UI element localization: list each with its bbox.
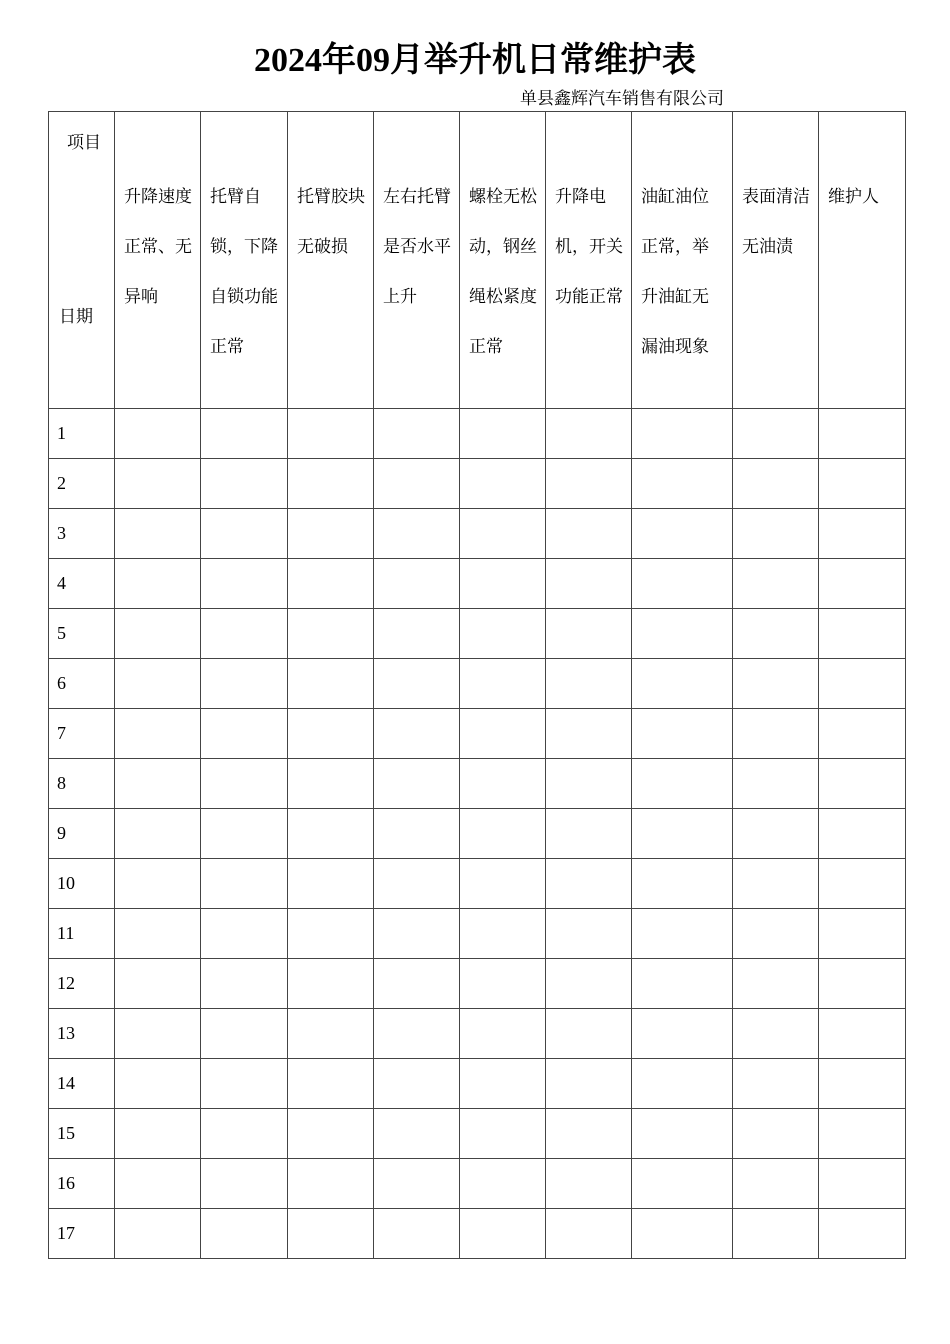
check-cell[interactable] xyxy=(460,1159,546,1209)
day-number: 3 xyxy=(49,509,115,559)
check-cell[interactable] xyxy=(201,609,288,659)
check-cell[interactable] xyxy=(733,759,819,809)
check-cell[interactable] xyxy=(374,959,460,1009)
check-cell[interactable] xyxy=(288,759,374,809)
table-row xyxy=(49,1159,906,1209)
check-cell[interactable] xyxy=(460,1109,546,1159)
check-cell[interactable] xyxy=(288,509,374,559)
check-cell[interactable] xyxy=(632,1059,733,1109)
check-cell[interactable] xyxy=(115,959,201,1009)
check-cell[interactable] xyxy=(546,909,632,959)
check-cell[interactable] xyxy=(632,709,733,759)
check-cell[interactable] xyxy=(115,859,201,909)
day-number: 5 xyxy=(49,609,115,659)
maintenance-table xyxy=(48,111,906,1259)
check-cell[interactable] xyxy=(288,909,374,959)
check-cell[interactable] xyxy=(632,659,733,709)
check-cell[interactable] xyxy=(460,1209,546,1259)
table-row xyxy=(49,909,906,959)
column-header: 左右托臂是否水平上升 xyxy=(374,112,460,409)
check-cell[interactable] xyxy=(115,1109,201,1159)
check-cell[interactable] xyxy=(460,909,546,959)
check-cell[interactable] xyxy=(460,559,546,609)
day-number: 1 xyxy=(49,409,115,459)
table-row xyxy=(49,1009,906,1059)
check-cell[interactable] xyxy=(288,1059,374,1109)
check-cell[interactable] xyxy=(546,1109,632,1159)
check-cell[interactable] xyxy=(460,1059,546,1109)
check-cell[interactable] xyxy=(546,959,632,1009)
check-cell[interactable] xyxy=(201,509,288,559)
check-cell[interactable] xyxy=(115,1209,201,1259)
check-cell[interactable] xyxy=(374,509,460,559)
check-cell[interactable] xyxy=(201,1159,288,1209)
check-cell[interactable] xyxy=(546,809,632,859)
check-cell[interactable] xyxy=(819,1209,906,1259)
check-cell[interactable] xyxy=(115,809,201,859)
check-cell[interactable] xyxy=(546,859,632,909)
check-cell[interactable] xyxy=(374,709,460,759)
check-cell[interactable] xyxy=(632,859,733,909)
check-cell[interactable] xyxy=(201,1059,288,1109)
check-cell[interactable] xyxy=(733,609,819,659)
check-cell[interactable] xyxy=(460,959,546,1009)
check-cell[interactable] xyxy=(632,1209,733,1259)
check-cell[interactable] xyxy=(374,1209,460,1259)
check-cell[interactable] xyxy=(733,909,819,959)
check-cell[interactable] xyxy=(115,659,201,709)
check-cell[interactable] xyxy=(460,859,546,909)
column-header: 托臂胶块无破损 xyxy=(288,112,374,409)
day-number: 14 xyxy=(49,1059,115,1109)
check-cell[interactable] xyxy=(546,559,632,609)
check-cell[interactable] xyxy=(460,409,546,459)
check-cell[interactable] xyxy=(819,1159,906,1209)
check-cell[interactable] xyxy=(115,509,201,559)
table-row xyxy=(49,559,906,609)
check-cell[interactable] xyxy=(115,1159,201,1209)
check-cell[interactable] xyxy=(374,609,460,659)
check-cell[interactable] xyxy=(546,659,632,709)
check-cell[interactable] xyxy=(201,559,288,609)
check-cell[interactable] xyxy=(115,909,201,959)
check-cell[interactable] xyxy=(115,759,201,809)
check-cell[interactable] xyxy=(288,709,374,759)
check-cell[interactable] xyxy=(460,609,546,659)
check-cell[interactable] xyxy=(201,909,288,959)
table-row xyxy=(49,409,906,459)
check-cell[interactable] xyxy=(632,759,733,809)
check-cell[interactable] xyxy=(733,1109,819,1159)
check-cell[interactable] xyxy=(288,609,374,659)
check-cell[interactable] xyxy=(460,709,546,759)
check-cell[interactable] xyxy=(374,1109,460,1159)
check-cell[interactable] xyxy=(288,809,374,859)
check-cell[interactable] xyxy=(546,1159,632,1209)
table-row xyxy=(49,509,906,559)
corner-date-label: 日期 xyxy=(59,307,93,327)
check-cell[interactable] xyxy=(288,1159,374,1209)
check-cell[interactable] xyxy=(733,1059,819,1109)
header-row xyxy=(49,112,906,409)
check-cell[interactable] xyxy=(632,909,733,959)
check-cell[interactable] xyxy=(632,459,733,509)
table-row xyxy=(49,959,906,1009)
check-cell[interactable] xyxy=(546,1059,632,1109)
table-row xyxy=(49,1109,906,1159)
corner-cell xyxy=(49,112,115,409)
check-cell[interactable] xyxy=(546,1209,632,1259)
check-cell[interactable] xyxy=(546,709,632,759)
check-cell[interactable] xyxy=(819,859,906,909)
check-cell[interactable] xyxy=(632,1009,733,1059)
check-cell[interactable] xyxy=(201,409,288,459)
check-cell[interactable] xyxy=(288,959,374,1009)
check-cell[interactable] xyxy=(115,1059,201,1109)
check-cell[interactable] xyxy=(201,1209,288,1259)
check-cell[interactable] xyxy=(115,1009,201,1059)
table-row xyxy=(49,709,906,759)
check-cell[interactable] xyxy=(460,759,546,809)
check-cell[interactable] xyxy=(546,509,632,559)
check-cell[interactable] xyxy=(374,1159,460,1209)
check-cell[interactable] xyxy=(460,509,546,559)
check-cell[interactable] xyxy=(733,1009,819,1059)
column-header: 螺栓无松动，钢丝绳松紧度正常 xyxy=(460,112,546,409)
table-row xyxy=(49,859,906,909)
check-cell[interactable] xyxy=(374,559,460,609)
check-cell[interactable] xyxy=(632,609,733,659)
check-cell[interactable] xyxy=(374,459,460,509)
check-cell[interactable] xyxy=(374,759,460,809)
check-cell[interactable] xyxy=(201,809,288,859)
day-number: 12 xyxy=(49,959,115,1009)
check-cell[interactable] xyxy=(546,409,632,459)
check-cell[interactable] xyxy=(374,1059,460,1109)
check-cell[interactable] xyxy=(819,609,906,659)
check-cell[interactable] xyxy=(288,859,374,909)
check-cell[interactable] xyxy=(201,959,288,1009)
day-number: 7 xyxy=(49,709,115,759)
check-cell[interactable] xyxy=(632,409,733,459)
check-cell[interactable] xyxy=(115,459,201,509)
day-number: 4 xyxy=(49,559,115,609)
check-cell[interactable] xyxy=(733,409,819,459)
day-number: 10 xyxy=(49,859,115,909)
check-cell[interactable] xyxy=(201,1109,288,1159)
day-number: 13 xyxy=(49,1009,115,1059)
check-cell[interactable] xyxy=(819,459,906,509)
page-title: 2024年09月举升机日常维护表 xyxy=(254,42,696,79)
check-cell[interactable] xyxy=(201,1009,288,1059)
check-cell[interactable] xyxy=(819,959,906,1009)
check-cell[interactable] xyxy=(819,809,906,859)
check-cell[interactable] xyxy=(733,1159,819,1209)
check-cell[interactable] xyxy=(632,809,733,859)
check-cell[interactable] xyxy=(733,709,819,759)
check-cell[interactable] xyxy=(819,909,906,959)
table-row xyxy=(49,609,906,659)
corner-item-label: 项目 xyxy=(67,133,101,153)
table-row xyxy=(49,1209,906,1259)
column-header: 维护人 xyxy=(819,112,906,409)
check-cell[interactable] xyxy=(819,709,906,759)
table-row xyxy=(49,759,906,809)
check-cell[interactable] xyxy=(115,609,201,659)
table-row xyxy=(49,1059,906,1109)
check-cell[interactable] xyxy=(819,1109,906,1159)
day-number: 8 xyxy=(49,759,115,809)
check-cell[interactable] xyxy=(374,909,460,959)
table-row xyxy=(49,659,906,709)
check-cell[interactable] xyxy=(733,809,819,859)
check-cell[interactable] xyxy=(632,1159,733,1209)
check-cell[interactable] xyxy=(733,559,819,609)
check-cell[interactable] xyxy=(819,659,906,709)
check-cell[interactable] xyxy=(201,759,288,809)
check-cell[interactable] xyxy=(819,409,906,459)
check-cell[interactable] xyxy=(115,709,201,759)
check-cell[interactable] xyxy=(546,609,632,659)
check-cell[interactable] xyxy=(733,459,819,509)
check-cell[interactable] xyxy=(201,709,288,759)
check-cell[interactable] xyxy=(201,859,288,909)
day-number: 11 xyxy=(49,909,115,959)
check-cell[interactable] xyxy=(460,809,546,859)
check-cell[interactable] xyxy=(374,809,460,859)
check-cell[interactable] xyxy=(115,409,201,459)
check-cell[interactable] xyxy=(733,1209,819,1259)
check-cell[interactable] xyxy=(632,1109,733,1159)
check-cell[interactable] xyxy=(201,659,288,709)
check-cell[interactable] xyxy=(288,409,374,459)
check-cell[interactable] xyxy=(733,509,819,559)
column-header: 升降电机，开关功能正常 xyxy=(546,112,632,409)
check-cell[interactable] xyxy=(288,1209,374,1259)
table-row xyxy=(49,809,906,859)
check-cell[interactable] xyxy=(460,1009,546,1059)
check-cell[interactable] xyxy=(288,559,374,609)
check-cell[interactable] xyxy=(819,759,906,809)
check-cell[interactable] xyxy=(374,1009,460,1059)
check-cell[interactable] xyxy=(288,659,374,709)
check-cell[interactable] xyxy=(374,859,460,909)
check-cell[interactable] xyxy=(288,1009,374,1059)
check-cell[interactable] xyxy=(546,459,632,509)
check-cell[interactable] xyxy=(733,859,819,909)
check-cell[interactable] xyxy=(374,659,460,709)
day-number: 15 xyxy=(49,1109,115,1159)
check-cell[interactable] xyxy=(374,409,460,459)
check-cell[interactable] xyxy=(632,559,733,609)
check-cell[interactable] xyxy=(460,459,546,509)
table-row xyxy=(49,459,906,509)
check-cell[interactable] xyxy=(819,509,906,559)
check-cell[interactable] xyxy=(546,759,632,809)
check-cell[interactable] xyxy=(632,959,733,1009)
day-number: 17 xyxy=(49,1209,115,1259)
day-number: 16 xyxy=(49,1159,115,1209)
column-header: 表面清洁无油渍 xyxy=(733,112,819,409)
check-cell[interactable] xyxy=(733,959,819,1009)
check-cell[interactable] xyxy=(460,659,546,709)
check-cell[interactable] xyxy=(819,559,906,609)
day-number: 9 xyxy=(49,809,115,859)
day-number: 6 xyxy=(49,659,115,709)
check-cell[interactable] xyxy=(288,1109,374,1159)
check-cell[interactable] xyxy=(288,459,374,509)
check-cell[interactable] xyxy=(733,659,819,709)
column-header: 升降速度正常、无异响 xyxy=(115,112,201,409)
company-name: 单县鑫辉汽车销售有限公司 xyxy=(520,89,724,109)
column-header: 油缸油位正常，举升油缸无漏油现象 xyxy=(632,112,733,409)
column-header: 托臂自锁，下降自锁功能正常 xyxy=(201,112,288,409)
day-number: 2 xyxy=(49,459,115,509)
check-cell[interactable] xyxy=(819,1059,906,1109)
check-cell[interactable] xyxy=(819,1009,906,1059)
check-cell[interactable] xyxy=(115,559,201,609)
check-cell[interactable] xyxy=(201,459,288,509)
check-cell[interactable] xyxy=(546,1009,632,1059)
check-cell[interactable] xyxy=(632,509,733,559)
